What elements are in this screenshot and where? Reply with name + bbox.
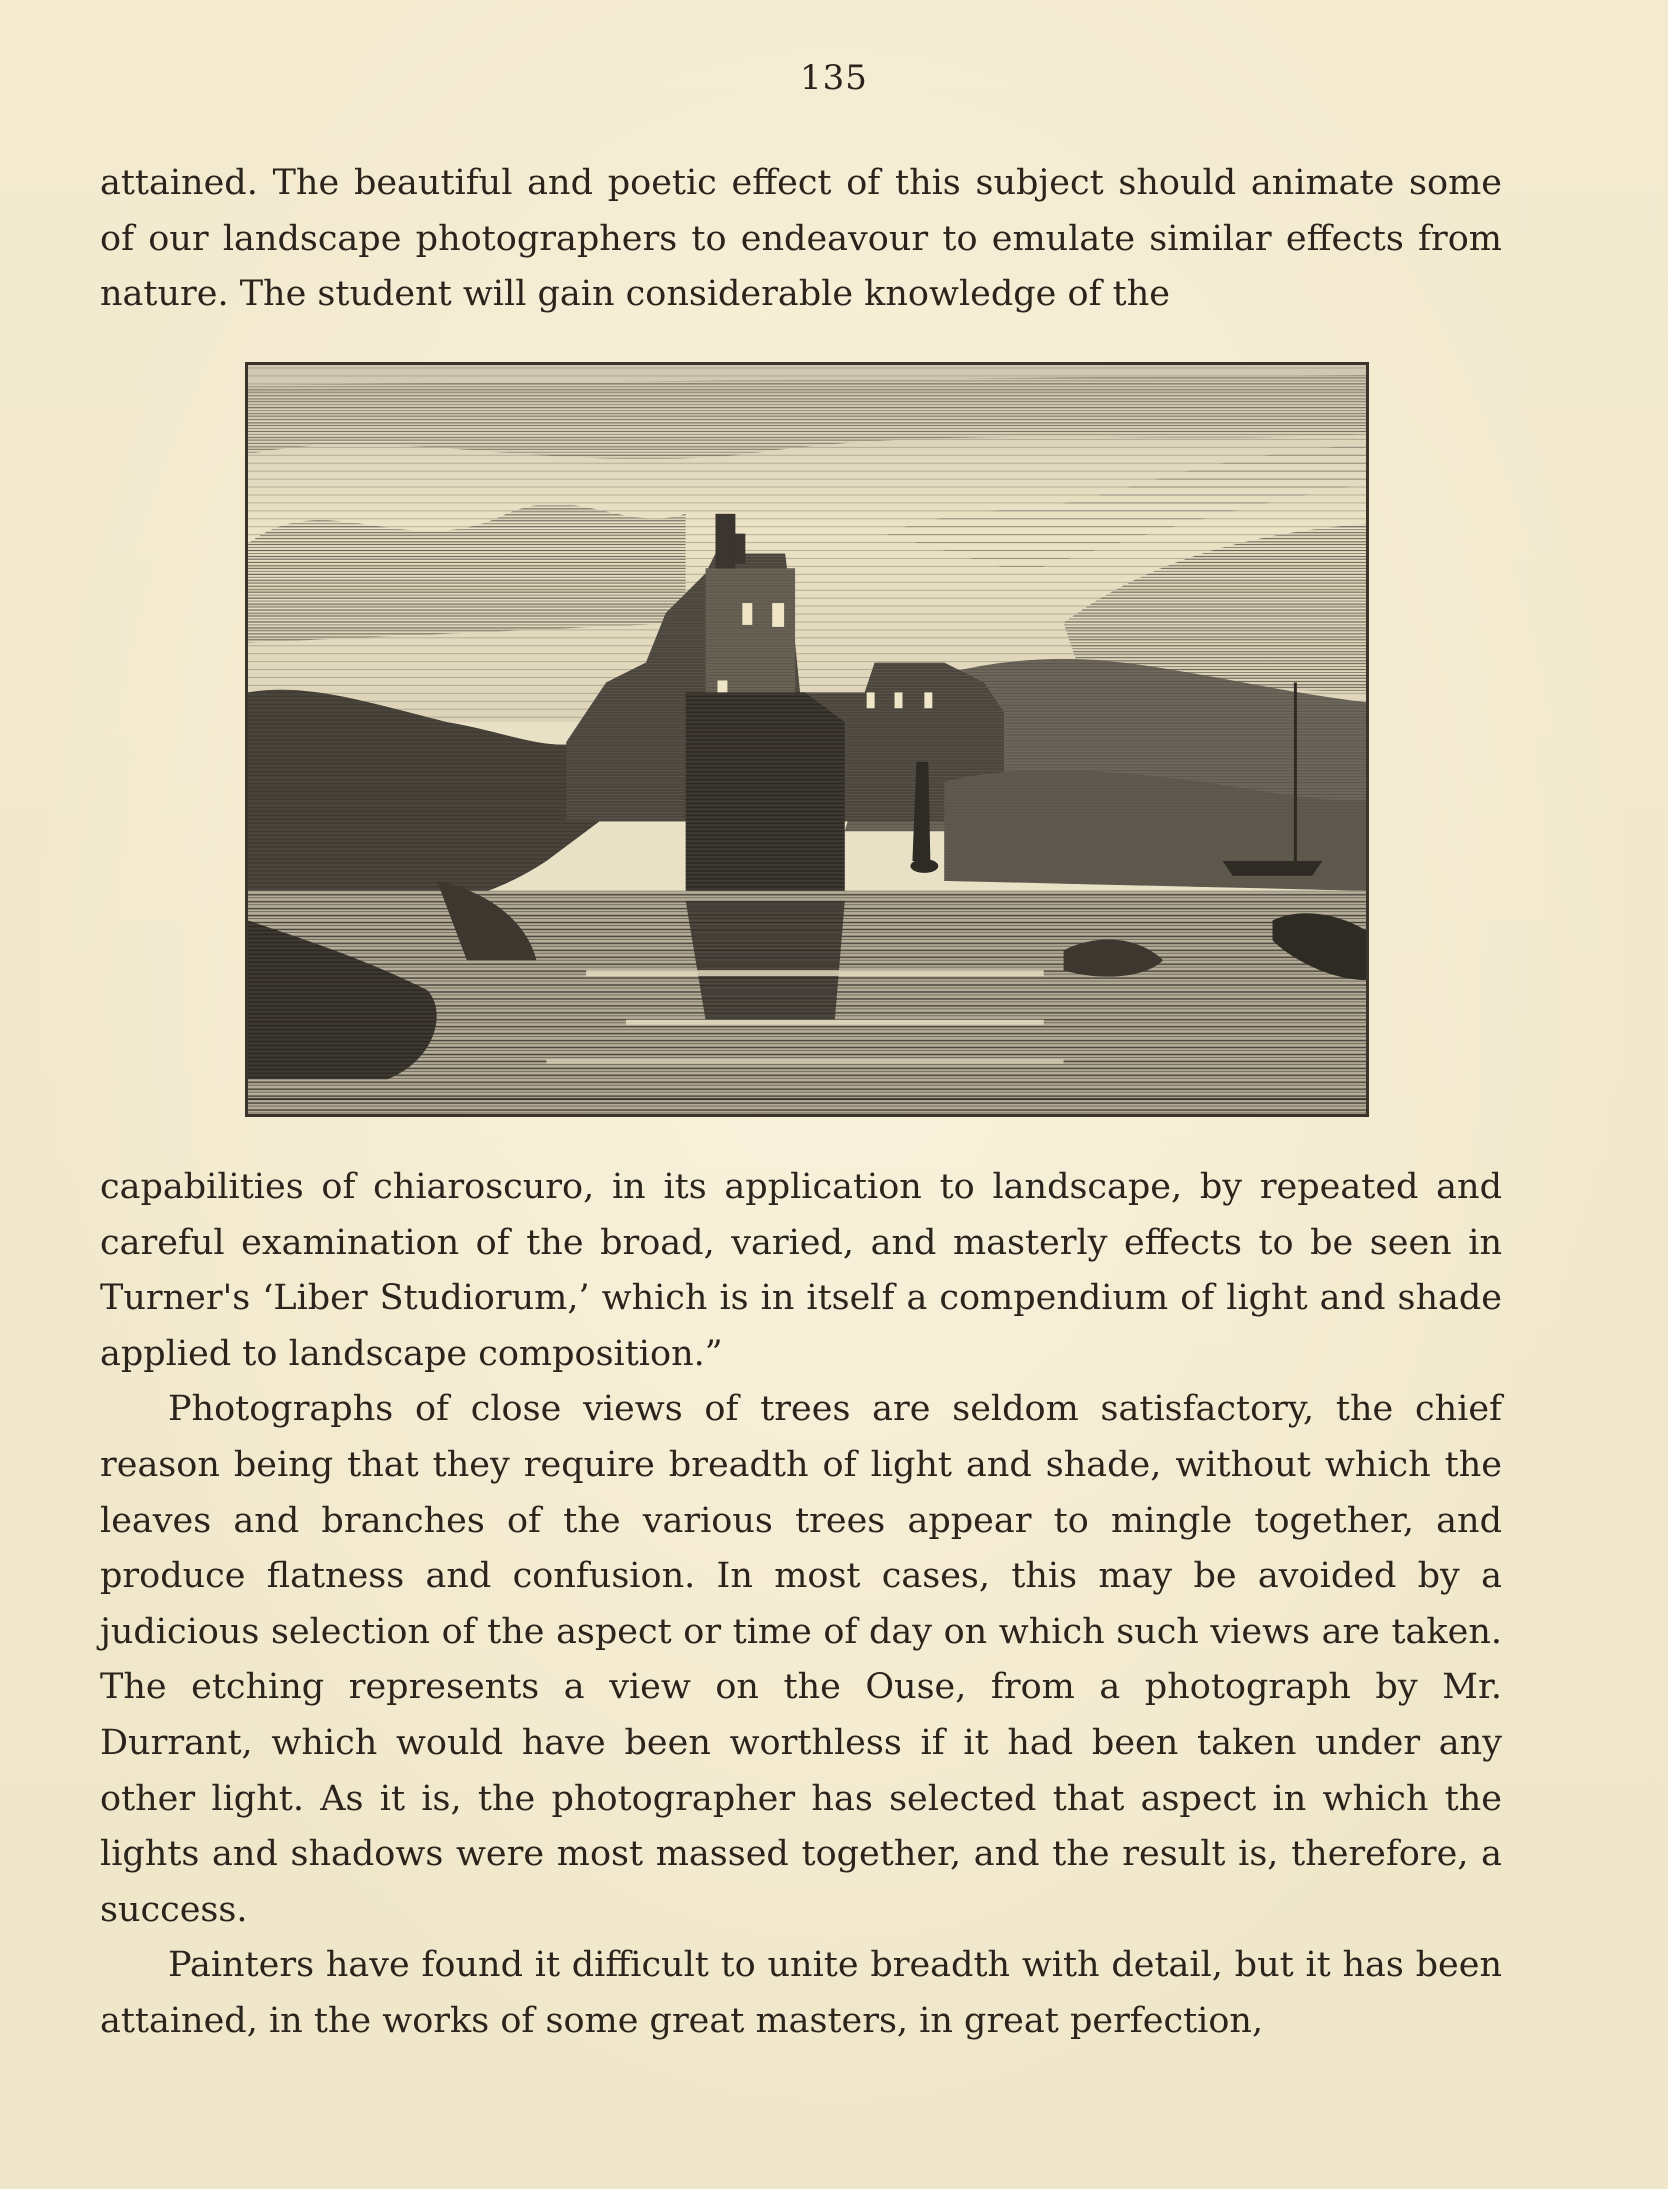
page-number: 135: [800, 58, 868, 98]
castle-ruin-river-engraving-icon: [248, 365, 1366, 1114]
text-block-bottom: [100, 1160, 1502, 2050]
paragraph: attained. The beautiful and poetic effect of this subject should animate some of our landscape photographers to endeavour to emulate similar effects from nature. The student will gain considerable knowledge of the: [100, 163, 1502, 315]
paragraph: capabilities of chiaroscuro, in its application to landscape, by repeated and careful examination of the broad, varied, and masterly effects to be seen in Turner's ‘Liber Studiorum,’ which is in itself a compendium of light and shade applied to landscape composition.”: [100, 1167, 1502, 1374]
paragraph: Painters have found it difficult to unite breadth with detail, but it has been attained, in the works of some great masters, in great perfection,: [100, 1945, 1502, 2041]
text-block-top: [100, 156, 1502, 323]
engraving-illustration: [245, 362, 1369, 1117]
paragraph: Photographs of close views of trees are seldom satisfactory, the chief reason being that they require breadth of light and shade, without which the leaves and branches of the various trees appear to mingle together, and produce flatness and confusion. In most cases, this may be avoided by a judicious selection of the aspect or time of day on which such views are taken. The etching represents a view on the Ouse, from a photograph by Mr. Durrant, which would have been worthless if it had been taken under any other light. As it is, the photographer has selected that aspect in which the lights and shadows were most massed together, and the result is, therefore, a success.: [100, 1389, 1502, 1930]
